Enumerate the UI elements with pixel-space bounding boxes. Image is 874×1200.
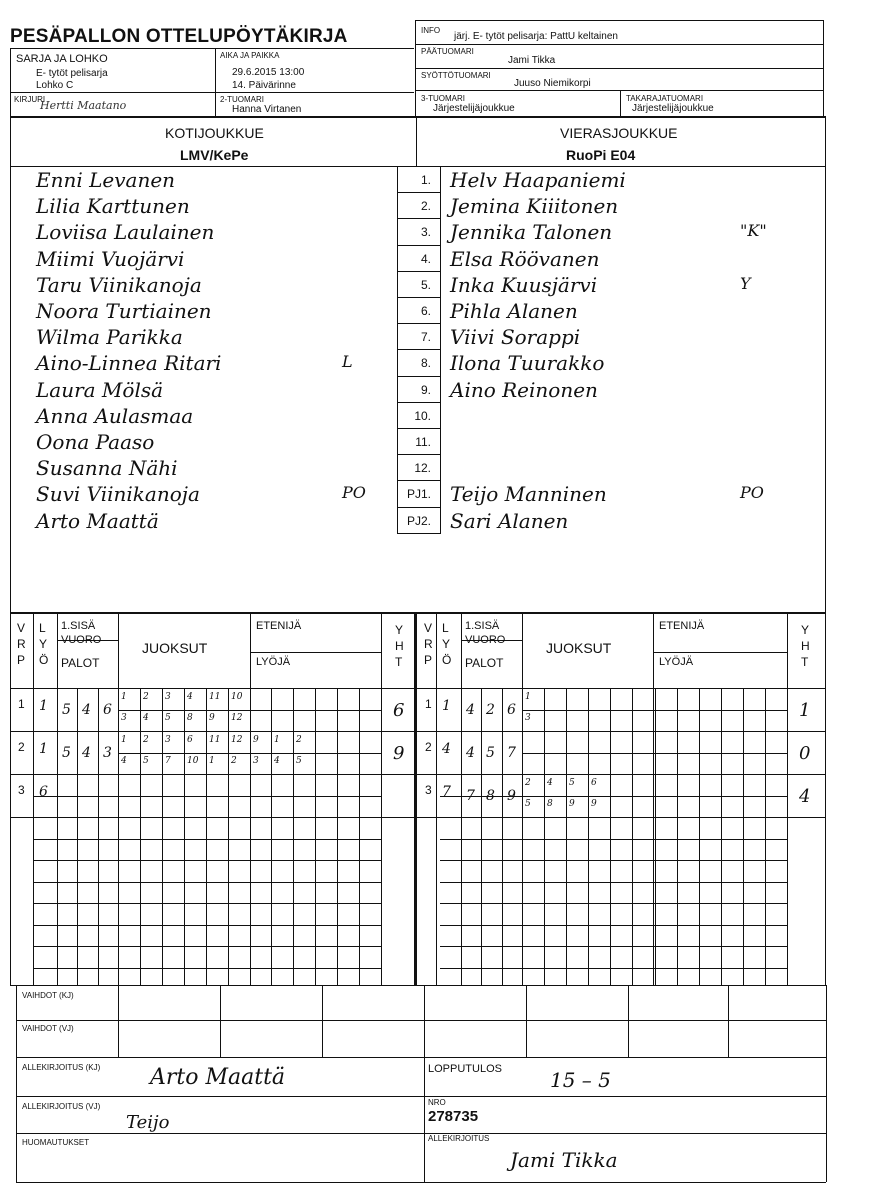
away-palo: 7 [507, 745, 516, 761]
home-run-top: 1 [121, 735, 127, 745]
series-line1: E- tytöt pelisarja [36, 68, 108, 79]
home-run-bottom: 7 [165, 756, 171, 766]
runs-col [250, 688, 251, 985]
home-player-name: Enni Levanen [36, 168, 176, 192]
player-number: 9. [420, 383, 431, 397]
away-inning-vrp: 1 [425, 697, 432, 711]
grid-top-line [10, 612, 826, 614]
home-player-name: Aino-Linnea Ritari [36, 351, 222, 375]
back-umpire-value: Järjestelijäjoukkue [632, 103, 714, 114]
player-number: PJ1. [406, 487, 431, 501]
timeplace-label: AIKA JA PAIKKA [220, 51, 280, 60]
player-number: 12. [414, 461, 431, 475]
runs-col [359, 688, 360, 985]
away-player-mark: "K" [740, 221, 767, 240]
info-value: järj. E- tytöt pelisarja: PattU keltainen [454, 31, 618, 42]
away-player-mark: Y [740, 274, 751, 293]
away-juoksut-header: JUOKSUT [546, 640, 612, 656]
away-player-name: Elsa Röövanen [450, 247, 600, 271]
away-palo: 2 [486, 702, 495, 718]
runs-col [206, 688, 207, 985]
home-inning-vrp: 1 [18, 697, 25, 711]
home-player-name: Miimi Vuojärvi [36, 247, 185, 271]
home-player-name: Anna Aulasmaa [36, 404, 194, 428]
away-team-name: RuoPi E04 [566, 147, 636, 163]
runs-col [699, 688, 700, 985]
subs-col [526, 985, 527, 1020]
runs-row [118, 817, 381, 818]
nro-label: NRO [428, 1098, 446, 1107]
runs-col [588, 688, 589, 985]
number-row-line [397, 480, 441, 481]
home-lyoja-header: LYÖJÄ [256, 656, 291, 668]
runs-row [118, 753, 381, 754]
footer-row [16, 1020, 826, 1021]
home-palo: 5 [62, 745, 71, 761]
runs-row [522, 817, 787, 818]
home-run-top: 11 [209, 692, 221, 702]
grid-header-line [10, 688, 414, 689]
home-run-bottom: 4 [121, 756, 127, 766]
back-umpire-label: TAKARAJATUOMARI [626, 94, 704, 103]
number-row-line [397, 271, 441, 272]
fine-row [440, 817, 522, 818]
final-score: 15 – 5 [550, 1068, 611, 1092]
home-run-top: 2 [296, 735, 302, 745]
number-row-line [397, 245, 441, 246]
info-label: INFO [421, 26, 441, 35]
away-palo: 8 [486, 788, 495, 804]
away-player-name: Ilona Tuurakko [450, 351, 605, 375]
fine-row [33, 968, 118, 969]
home-palot-header: PALOT [61, 656, 100, 670]
away-palo: 4 [466, 745, 475, 761]
fine-row [33, 860, 118, 861]
grid-header-line [417, 688, 825, 689]
home-player-name: Oona Paaso [36, 430, 155, 454]
head-umpire-label: PÄÄTUOMARI [421, 47, 474, 56]
home-player-name: Laura Mölsä [36, 378, 164, 402]
grid-col [381, 612, 382, 985]
away-run-top: 5 [569, 778, 575, 788]
palot-col [98, 688, 99, 985]
inning-line [417, 774, 825, 775]
home-player-mark: L [342, 352, 353, 371]
home-run-top: 1 [121, 692, 127, 702]
fine-row [440, 839, 522, 840]
runs-row [522, 796, 787, 797]
runs-row [522, 882, 787, 883]
subs-col [220, 1020, 221, 1057]
fine-row [33, 817, 118, 818]
subs-col [728, 1020, 729, 1057]
number-row-line [397, 349, 441, 350]
player-number: 10. [414, 409, 431, 423]
home-run-bottom: 3 [121, 713, 127, 723]
away-run-bottom: 9 [591, 799, 597, 809]
timeplace-line2: 14. Päivärinne [232, 80, 296, 91]
home-inning-vrp: 3 [18, 783, 25, 797]
scorer-value: Hertti Maatano [40, 99, 127, 112]
away-inning-total: 0 [799, 743, 811, 764]
inning-line [10, 731, 414, 732]
subs-col [118, 985, 119, 1020]
home-vrp-header: V R P [17, 621, 26, 667]
runs-col [228, 688, 229, 985]
away-vrp-header: V R P [424, 621, 433, 667]
subs-col [424, 985, 425, 1020]
player-number: PJ2. [406, 514, 431, 528]
runs-row [118, 882, 381, 883]
away-player-name: Teijo Manninen [450, 482, 607, 506]
fine-row [440, 968, 522, 969]
home-run-top: 3 [165, 692, 171, 702]
away-run-bottom: 8 [547, 799, 553, 809]
footer-row [16, 1057, 826, 1058]
home-sisa-header: 1.SISÄ VUORO [61, 620, 102, 646]
home-player-name: Susanna Nähi [36, 456, 178, 480]
sign-home: Arto Maattä [150, 1065, 286, 1090]
player-number: 1. [420, 173, 431, 187]
footer-row [16, 1096, 826, 1097]
fine-row [33, 903, 118, 904]
home-player-name: Suvi Viinikanoja [36, 482, 200, 506]
grid-col [522, 612, 523, 985]
inning-line [417, 731, 825, 732]
fine-row [440, 946, 522, 947]
away-lyoja-header: LYÖJÄ [659, 656, 694, 668]
runs-row [118, 860, 381, 861]
palot-col [77, 688, 78, 985]
runs-col [184, 688, 185, 985]
home-lyo-header: L Y Ö [39, 621, 49, 667]
subs-col [526, 1020, 527, 1057]
away-player-name: Inka Kuusjärvi [450, 273, 598, 297]
runs-row [522, 753, 787, 754]
runs-row [522, 860, 787, 861]
umpire2-value: Hanna Virtanen [232, 104, 302, 115]
grid-col [787, 612, 788, 985]
home-inning-vrp: 2 [18, 740, 25, 754]
home-run-top: 2 [143, 735, 149, 745]
runs-row [118, 925, 381, 926]
sign-home-label: ALLEKIRJOITUS (KJ) [22, 1063, 101, 1072]
footer-left [16, 985, 17, 1182]
runs-row [118, 796, 381, 797]
home-inning-lyo: 1 [39, 741, 48, 757]
fine-row [440, 882, 522, 883]
runs-col [140, 688, 141, 985]
umpire3-value: Järjestelijäjoukkue [433, 103, 515, 114]
away-run-top: 2 [525, 778, 531, 788]
away-player-name: Viivi Sorappi [450, 325, 581, 349]
runs-row [522, 946, 787, 947]
runs-col [721, 688, 722, 985]
player-number: 7. [420, 330, 431, 344]
home-run-top: 11 [209, 735, 221, 745]
fine-row [440, 860, 522, 861]
fine-row [440, 925, 522, 926]
final-label: LOPPUTULOS [428, 1063, 502, 1075]
player-number: 4. [420, 252, 431, 266]
runs-col [632, 688, 633, 985]
grid-col [118, 612, 119, 985]
home-run-bottom: 5 [165, 713, 171, 723]
away-run-top: 1 [525, 692, 531, 702]
away-player-name: Jemina Kiiitonen [450, 194, 619, 218]
runs-row [118, 968, 381, 969]
runs-col [337, 688, 338, 985]
home-etenija-header: ETENIJÄ [256, 620, 302, 632]
number-row-line [397, 402, 441, 403]
player-number: 6. [420, 304, 431, 318]
away-inning-vrp: 3 [425, 783, 432, 797]
player-number: 2. [420, 199, 431, 213]
inning-line [10, 774, 414, 775]
number-row-line [397, 192, 441, 193]
home-player-mark: PO [342, 483, 366, 502]
runs-col [677, 688, 678, 985]
footer-row [16, 1133, 826, 1134]
away-run-bottom: 3 [525, 713, 531, 723]
runs-col [271, 688, 272, 985]
series-label: SARJA JA LOHKO [16, 53, 108, 65]
fine-row [33, 839, 118, 840]
home-run-top: 1 [274, 735, 280, 745]
grid-right [825, 612, 826, 985]
away-palo: 6 [507, 702, 516, 718]
runs-row [522, 968, 787, 969]
player-number: 5. [420, 278, 431, 292]
footer-right [826, 985, 827, 1182]
away-etenija-header: ETENIJÄ [659, 620, 705, 632]
subs-col [322, 1020, 323, 1057]
umpire-sign: Jami Tikka [510, 1148, 618, 1172]
runs-col [655, 688, 656, 985]
subs-col [628, 985, 629, 1020]
home-inning-total: 9 [393, 743, 405, 764]
fine-row [33, 925, 118, 926]
home-run-bottom: 5 [296, 756, 302, 766]
runs-col [293, 688, 294, 985]
form-title: PESÄPALLON OTTELUPÖYTÄKIRJA [10, 26, 348, 47]
footer-row [16, 1182, 826, 1183]
home-palo: 4 [82, 702, 91, 718]
sign-away-label: ALLEKIRJOITUS (VJ) [22, 1102, 101, 1111]
home-run-bottom: 8 [187, 713, 193, 723]
runs-col [566, 688, 567, 985]
grid-col [57, 612, 58, 985]
home-palo: 6 [103, 702, 112, 718]
away-player-name: Pihla Alanen [450, 299, 578, 323]
away-player-name: Sari Alanen [450, 509, 569, 533]
grid-header-line [250, 652, 381, 653]
home-run-top: 9 [253, 735, 259, 745]
away-palo: 5 [486, 745, 495, 761]
number-row-line [397, 428, 441, 429]
home-run-bottom: 10 [187, 756, 199, 766]
palot-col [481, 688, 482, 985]
away-run-top: 6 [591, 778, 597, 788]
home-team-label: KOTIJOUKKUE [165, 125, 264, 141]
grid-col [33, 612, 34, 985]
home-run-bottom: 9 [209, 713, 215, 723]
player-number: 11. [415, 435, 431, 449]
away-inning-total: 4 [799, 786, 811, 807]
scorer-label: KIRJURI [14, 95, 46, 104]
subs-col [220, 985, 221, 1020]
away-sisa-header: 1.SISÄ VUORO [465, 620, 506, 646]
home-run-bottom: 5 [143, 756, 149, 766]
timeplace-line1: 29.6.2015 13:00 [232, 67, 305, 78]
home-run-bottom: 1 [209, 756, 215, 766]
head-umpire-value: Jami Tikka [508, 55, 556, 66]
home-player-name: Loviisa Laulainen [36, 220, 215, 244]
umpire-sign-label: ALLEKIRJOITUS [428, 1134, 490, 1143]
pitch-umpire-label: SYÖTTÖTUOMARI [421, 71, 491, 80]
umpire2-label: 2-TUOMARI [220, 95, 264, 104]
subs-col [118, 1020, 119, 1057]
grid-header-line [653, 652, 787, 653]
home-run-top: 2 [143, 692, 149, 702]
home-run-bottom: 2 [231, 756, 237, 766]
home-run-top: 10 [231, 692, 243, 702]
home-team-name: LMV/KePe [180, 147, 249, 163]
away-team-label: VIERASJOUKKUE [560, 125, 678, 141]
sign-away: Teijo [126, 1112, 170, 1133]
away-palo: 7 [466, 788, 475, 804]
subs-col [322, 985, 323, 1020]
away-inning-lyo: 1 [442, 698, 451, 714]
home-palo: 4 [82, 745, 91, 761]
number-row-line [397, 323, 441, 324]
home-run-top: 12 [231, 735, 243, 745]
home-inning-lyo: 6 [39, 784, 48, 800]
runs-row [522, 903, 787, 904]
number-row-line [397, 376, 441, 377]
number-row-line [397, 218, 441, 219]
runs-col [743, 688, 744, 985]
home-run-bottom: 3 [253, 756, 259, 766]
runs-col [544, 688, 545, 985]
away-player-name: Aino Reinonen [450, 378, 598, 402]
home-run-bottom: 4 [143, 713, 149, 723]
away-run-bottom: 9 [569, 799, 575, 809]
runs-row [522, 925, 787, 926]
home-inning-lyo: 1 [39, 698, 48, 714]
runs-row [522, 839, 787, 840]
grid-middle [414, 612, 417, 985]
away-inning-vrp: 2 [425, 740, 432, 754]
away-yht-header: Y H T [801, 623, 810, 669]
footer-mid [424, 1057, 425, 1182]
home-juoksut-header: JUOKSUT [142, 640, 208, 656]
runs-col [315, 688, 316, 985]
home-run-top: 4 [187, 692, 193, 702]
runs-col [162, 688, 163, 985]
runs-row [118, 903, 381, 904]
subs-home-label: VAIHDOT (KJ) [22, 991, 74, 1000]
home-palo: 3 [103, 745, 112, 761]
runs-col [610, 688, 611, 985]
away-run-top: 4 [547, 778, 553, 788]
runs-row [118, 710, 381, 711]
number-row-line [397, 454, 441, 455]
fine-row [33, 882, 118, 883]
subs-away-label: VAIHDOT (VJ) [22, 1024, 74, 1033]
umpire3-label: 3-TUOMARI [421, 94, 465, 103]
player-number: 3. [420, 225, 431, 239]
series-line2: Lohko C [36, 80, 74, 91]
runs-row [522, 710, 787, 711]
subs-col [628, 1020, 629, 1057]
home-palo: 5 [62, 702, 71, 718]
nro-value: 278735 [428, 1108, 479, 1125]
runs-row [118, 839, 381, 840]
home-inning-total: 6 [393, 700, 405, 721]
palot-col [502, 688, 503, 985]
number-row-line [397, 507, 441, 508]
home-player-name: Lilia Karttunen [36, 194, 190, 218]
fine-row [33, 946, 118, 947]
grid-col [436, 612, 437, 985]
notes-label: HUOMAUTUKSET [22, 1138, 90, 1147]
home-run-top: 3 [165, 735, 171, 745]
away-player-name: Helv Haapaniemi [450, 168, 626, 192]
fine-row [440, 903, 522, 904]
away-inning-lyo: 4 [442, 741, 451, 757]
number-row-line [397, 297, 441, 298]
subs-col [728, 985, 729, 1020]
number-row-line [397, 533, 441, 534]
runs-row [118, 946, 381, 947]
home-player-name: Taru Viinikanoja [36, 273, 202, 297]
away-palot-header: PALOT [465, 656, 504, 670]
away-lyo-header: L Y Ö [442, 621, 452, 667]
home-run-bottom: 4 [274, 756, 280, 766]
home-player-name: Arto Maattä [36, 509, 159, 533]
away-palo: 4 [466, 702, 475, 718]
home-run-bottom: 12 [231, 713, 243, 723]
away-inning-lyo: 7 [442, 784, 451, 800]
pitch-umpire-value: Juuso Niemikorpi [514, 78, 591, 89]
grid-col [461, 612, 462, 985]
runs-col [765, 688, 766, 985]
home-yht-header: Y H T [395, 623, 404, 669]
grid-left [10, 612, 11, 985]
away-run-bottom: 5 [525, 799, 531, 809]
grid-bottom [10, 985, 826, 986]
away-player-name: Jennika Talonen [450, 220, 613, 244]
away-player-mark: PO [740, 483, 764, 502]
grid-col [653, 612, 654, 985]
away-palo: 9 [507, 788, 516, 804]
player-number: 8. [420, 356, 431, 370]
subs-col [424, 1020, 425, 1057]
home-run-top: 6 [187, 735, 193, 745]
away-inning-total: 1 [799, 700, 811, 721]
home-player-name: Wilma Parikka [36, 325, 183, 349]
home-player-name: Noora Turtiainen [36, 299, 212, 323]
